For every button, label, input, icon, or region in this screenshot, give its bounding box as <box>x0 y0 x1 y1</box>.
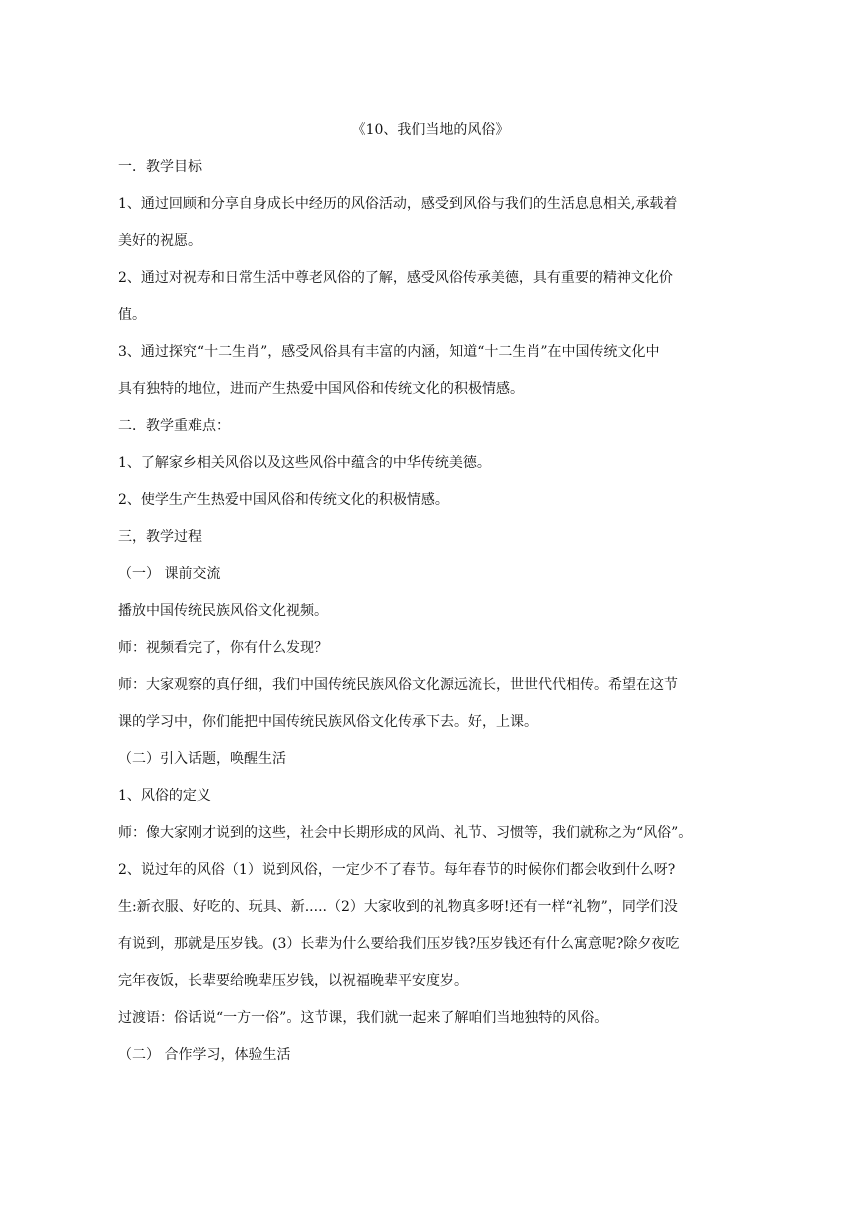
objective-3-line-1: 3、通过探究“十二生肖”，感受风俗具有丰富的内涵，知道“十二生肖”在中国传统文化中 <box>118 344 660 360</box>
paragraph-new-year-line-3: 有说到，那就是压岁钱。(3）长辈为什么要给我们压岁钱?压岁钱还有什么寓意呢?除夕夜吃 <box>118 936 680 952</box>
section-heading-objectives: 一．教学目标 <box>118 159 202 175</box>
paragraph-teacher-question: 师：视频看完了，你有什么发现？ <box>118 640 328 656</box>
objective-2-line-1: 2、通过对祝寿和日常生活中尊老风俗的了解，感受风俗传承美德，具有重要的精神文化价 <box>118 270 673 286</box>
paragraph-new-year-line-4: 完年夜饭，长辈要给晚辈压岁钱，以祝福晚辈平安度岁。 <box>118 973 468 989</box>
section-heading-key-points: 二．教学重难点： <box>118 418 230 434</box>
document-title: 《10、我们当地的风俗》 <box>351 122 510 138</box>
paragraph-custom-definition-heading: 1、风俗的定义 <box>118 788 211 804</box>
objective-2-line-2: 值。 <box>118 307 146 323</box>
section-heading-process: 三，教学过程 <box>118 529 202 545</box>
objective-1-line-1: 1、通过回顾和分享自身成长中经历的风俗活动，感受到风俗与我们的生活息息相关,承载着 <box>118 196 678 212</box>
paragraph-new-year-line-2: 生:新衣服、好吃的、玩具、新.....（2）大家收到的礼物真多呀!还有一样“礼物”，同学们没 <box>118 899 678 915</box>
paragraph-new-year-line-1: 2、说过年的风俗（1）说到风俗，一定少不了春节。每年春节的时候你们都会收到什么呀? <box>118 862 676 878</box>
key-point-1: 1、了解家乡相关风俗以及这些风俗中蕴含的中华传统美德。 <box>118 455 491 471</box>
paragraph-custom-definition: 师：像大家刚才说到的这些，社会中长期形成的风尚、礼节、习惯等，我们就称之为“风俗”。 <box>118 825 693 841</box>
paragraph-teacher-remark-line-2: 课的学习中，你们能把中国传统民族风俗文化传承下去。好，上课。 <box>118 714 538 730</box>
subsection-pre-class: （一） 课前交流 <box>118 566 221 582</box>
subsection-introduce-topic: （二）引入话题，唤醒生活 <box>118 751 286 767</box>
objective-3-line-2: 具有独特的地位，进而产生热爱中国风俗和传统文化的积极情感。 <box>118 381 524 397</box>
paragraph-video: 播放中国传统民族风俗文化视频。 <box>118 603 328 619</box>
objective-1-line-2: 美好的祝愿。 <box>118 233 202 249</box>
paragraph-teacher-remark-line-1: 师：大家观察的真仔细，我们中国传统民族风俗文化源远流长，世世代代相传。希望在这节 <box>118 677 678 693</box>
subsection-cooperative-learning: （二） 合作学习，体验生活 <box>118 1047 291 1063</box>
paragraph-transition: 过渡语：俗话说“一方一俗”。这节课，我们就一起来了解咱们当地独特的风俗。 <box>118 1010 609 1026</box>
key-point-2: 2、使学生产生热爱中国风俗和传统文化的积极情感。 <box>118 492 449 508</box>
document-body <box>118 112 743 1074</box>
